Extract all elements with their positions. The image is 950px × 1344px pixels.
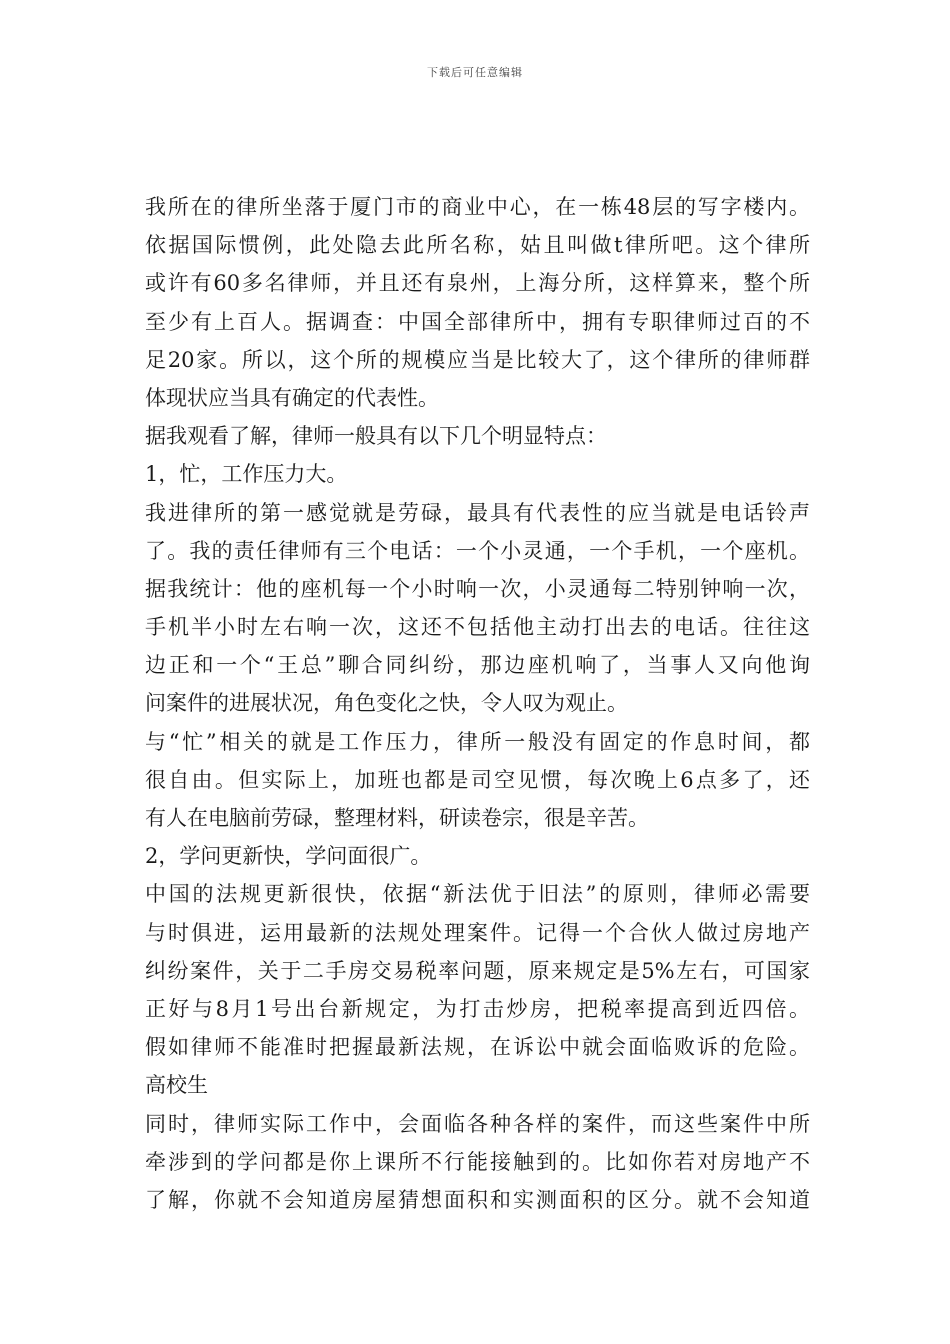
text-line: 有人在电脑前劳碌，整理材料，研读卷宗，很是辛苦。 [145, 806, 649, 830]
text-line: 或许有60多名律师，并且还有泉州，上海分所，这样算来，整个所 [145, 271, 810, 296]
text-line: 体现状应当具有确定的代表性。 [145, 385, 439, 410]
text-line: 据我统计：他的座机每一个小时响一次，小灵通每二特别钟响一次， [145, 576, 810, 601]
text-line: 正好与8月1号出台新规定，为打击炒房，把税率提高到近四倍。 [145, 996, 810, 1021]
document-body [145, 188, 810, 1219]
text-line: 手机半小时左右响一次，这还不包括他主动打出去的电话。往往这 [145, 615, 810, 640]
text-line: 足20家。所以，这个所的规模应当是比较大了，这个律所的律师群 [145, 347, 810, 372]
page-header-note: 下载后可任意编辑 [427, 66, 523, 79]
text-line: 了解，你就不会知道房屋猜想面积和实测面积的区分。就不会知道 [145, 1187, 810, 1212]
text-line: 我进律所的第一感觉就是劳碌，最具有代表性的应当就是电话铃声 [145, 500, 810, 525]
text-line: 边正和一个“王总”聊合同纠纷，那边座机响了，当事人又向他询 [145, 653, 810, 678]
text-line: 至少有上百人。据调查：中国全部律所中，拥有专职律师过百的不 [145, 309, 810, 334]
text-line: 我所在的律所坐落于厦门市的商业中心，在一栋48层的写字楼内。 [145, 195, 810, 219]
text-line: 很自由。但实际上，加班也都是司空见惯，每次晚上6点多了，还 [145, 767, 810, 792]
text-line: 与时俱进，运用最新的法规处理案件。记得一个合伙人做过房地产 [145, 920, 810, 945]
text-line: 依据国际惯例，此处隐去此所名称，姑且叫做t律所吧。这个律所 [145, 233, 810, 258]
text-line: 2，学问更新快，学问面很广。 [145, 844, 432, 869]
text-line: 与“忙”相关的就是工作压力，律所一般没有固定的作息时间，都 [145, 729, 810, 754]
text-line: 问案件的进展状况，角色变化之快，令人叹为观止。 [145, 691, 628, 716]
text-line: 牵涉到的学问都是你上课所不行能接触到的。比如你若对房地产不 [145, 1149, 810, 1174]
text-line: 高校生 [145, 1073, 208, 1098]
text-line: 了。我的责任律师有三个电话：一个小灵通，一个手机，一个座机。 [145, 538, 810, 563]
text-line: 假如律师不能准时把握最新法规，在诉讼中就会面临败诉的危险。 [145, 1035, 810, 1060]
text-line: 中国的法规更新很快，依据“新法优于旧法”的原则，律师必需要 [145, 882, 810, 907]
text-line: 纠纷案件，关于二手房交易税率问题，原来规定是5%左右，可国家 [145, 958, 810, 983]
text-line: 1，忙，工作压力大。 [145, 462, 348, 487]
text-line: 据我观看了解，律师一般具有以下几个明显特点： [145, 424, 607, 449]
text-line: 同时，律师实际工作中，会面临各种各样的案件，而这些案件中所 [145, 1111, 810, 1136]
